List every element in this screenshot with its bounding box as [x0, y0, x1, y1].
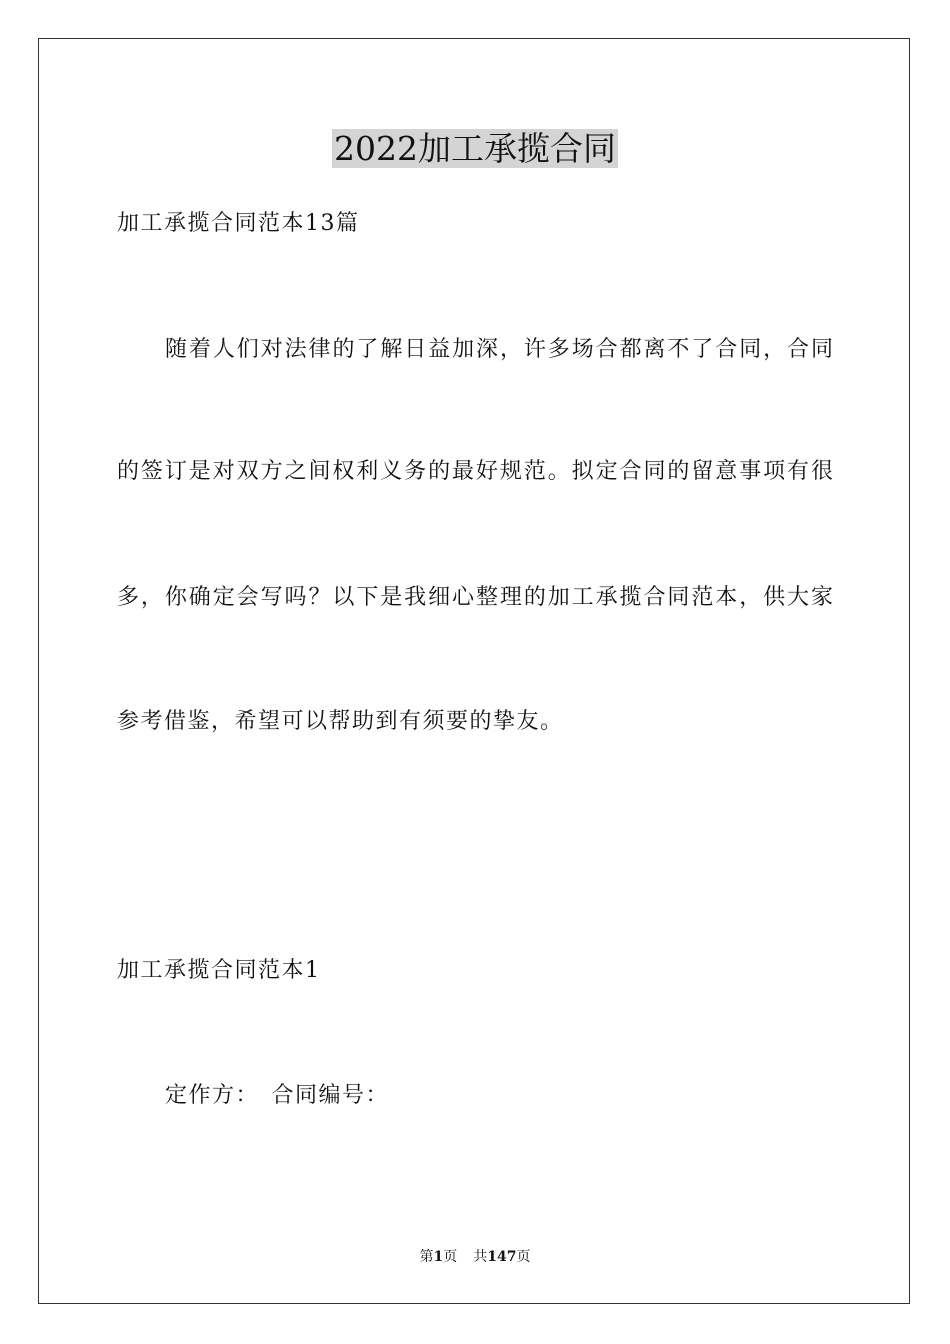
footer-page-suffix: 页: [443, 1249, 458, 1265]
document-title-text: 2022加工承揽合同: [334, 129, 616, 168]
intro-line-4: 参考借鉴，希望可以帮助到有须要的挚友。: [117, 709, 564, 734]
section-heading: 加工承揽合同范本1: [117, 958, 321, 983]
contract-field-line: 定作方： 合同编号：: [165, 1083, 390, 1108]
footer-total-prefix: 共: [473, 1249, 488, 1265]
footer-total-pages: 147: [487, 1249, 517, 1265]
intro-line-1: 随着人们对法律的了解日益加深，许多场合都离不了合同，合同: [165, 337, 833, 362]
footer-page-prefix: 第: [419, 1249, 434, 1265]
document-title: [0, 128, 950, 170]
document-subtitle: 加工承揽合同范本13篇: [117, 211, 360, 236]
page-footer: [0, 1248, 950, 1266]
intro-line-3: 多，你确定会写吗？以下是我细心整理的加工承揽合同范本，供大家: [117, 585, 833, 610]
intro-line-2: 的签订是对双方之间权利义务的最好规范。拟定合同的留意事项有很: [117, 459, 833, 484]
footer-total-suffix: 页: [516, 1249, 531, 1265]
footer-page-number: 1: [433, 1249, 444, 1265]
